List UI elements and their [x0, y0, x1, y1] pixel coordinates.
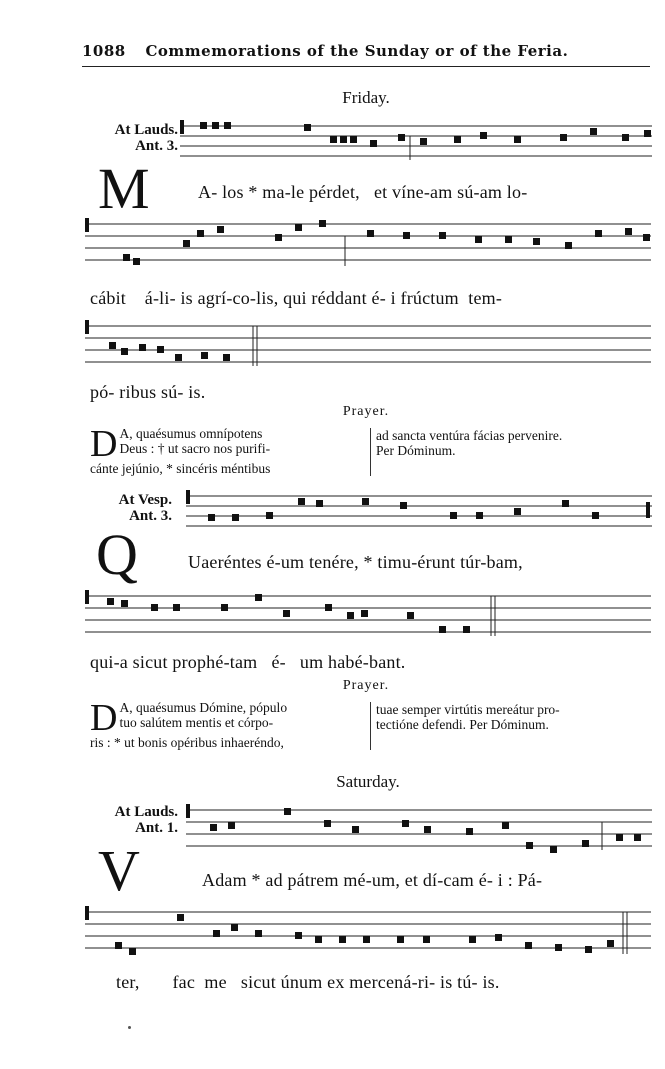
label-line: At Vesp.: [118, 492, 172, 508]
prayer-dropcap: D: [90, 697, 118, 739]
day-heading-friday: Friday.: [342, 88, 390, 107]
prayer-line: Per Dóminum.: [376, 443, 456, 458]
prayer-line: tuo salútem mentis et córpo-: [119, 715, 274, 730]
antiphon-label-lauds-saturday: [78, 804, 178, 836]
prayer-dropcap: D: [90, 423, 118, 465]
prayer-text-right: [376, 702, 654, 732]
initial-letter: V: [98, 838, 140, 903]
label-line: Ant. 3.: [129, 508, 172, 524]
chant-lyrics: cábit á-li- is agrí-co-lis, qui réddant é- i frúctum tem-: [90, 288, 503, 308]
running-header: [82, 42, 652, 60]
prayer-line: A, quaésumus omnípotens: [119, 426, 263, 441]
chant-staff: [85, 588, 651, 638]
initial-letter: Q: [96, 522, 138, 587]
prayer-text-left: [90, 697, 368, 750]
initial-letter: M: [98, 156, 150, 221]
stray-mark: [128, 1026, 131, 1029]
day-heading-saturday: Saturday.: [336, 772, 400, 791]
chant-staff: [85, 318, 651, 368]
prayer-line: ris : * ut bonis opéribus inhaeréndo,: [90, 735, 284, 750]
label-line: At Lauds.: [114, 122, 178, 138]
chant-lyrics: qui-a sicut prophé-tam é- um habé-bant.: [90, 652, 406, 672]
chant-staff: [186, 804, 652, 856]
chant-lyrics: Adam * ad pátrem mé-um, et dí-cam é- i : Pá-: [202, 870, 543, 890]
prayer-heading: Prayer.: [342, 678, 390, 693]
prayer-text-right: [376, 428, 654, 458]
running-title: Commemorations of the Sunday or of the Feria.: [145, 42, 569, 60]
label-line: At Lauds.: [114, 804, 178, 820]
column-divider: [370, 702, 371, 750]
label-line: Ant. 1.: [135, 820, 178, 836]
prayer-line: ad sancta ventúra fácias pervenire.: [376, 428, 563, 443]
chant-lyrics: Uaeréntes é-um tenére, * timu-érunt túr-bam,: [188, 552, 523, 572]
antiphon-label-vespers-friday: [72, 492, 172, 524]
chant-staff: [186, 488, 652, 532]
chant-lyrics: A- los * ma-le pérdet, et víne-am sú-am lo-: [198, 182, 528, 202]
chant-lyrics: pó- ribus sú- is.: [90, 382, 206, 402]
prayer-heading: Prayer.: [342, 404, 390, 419]
label-line: Ant. 3.: [135, 138, 178, 154]
antiphon-label-lauds-friday: [78, 122, 178, 154]
prayer-text-left: [90, 423, 368, 476]
chant-staff: [180, 120, 652, 164]
header-rule: [82, 66, 650, 67]
chant-lyrics: ter, fac me sicut únum ex mercená-ri- is tú- is.: [116, 972, 500, 992]
prayer-line: Deus : † ut sacro nos purifi-: [119, 441, 271, 456]
prayer-line: tuae semper virtútis mereátur pro-: [376, 702, 560, 717]
column-divider: [370, 428, 371, 476]
chant-staff: [85, 216, 651, 266]
chant-staff: [85, 904, 651, 958]
prayer-line: A, quaésumus Dómine, pópulo: [119, 700, 288, 715]
page-number: 1088: [82, 42, 126, 60]
prayer-line: tectióne defendi. Per Dóminum.: [376, 717, 549, 732]
prayer-line: cánte jejúnio, * sincéris méntibus: [90, 461, 271, 476]
